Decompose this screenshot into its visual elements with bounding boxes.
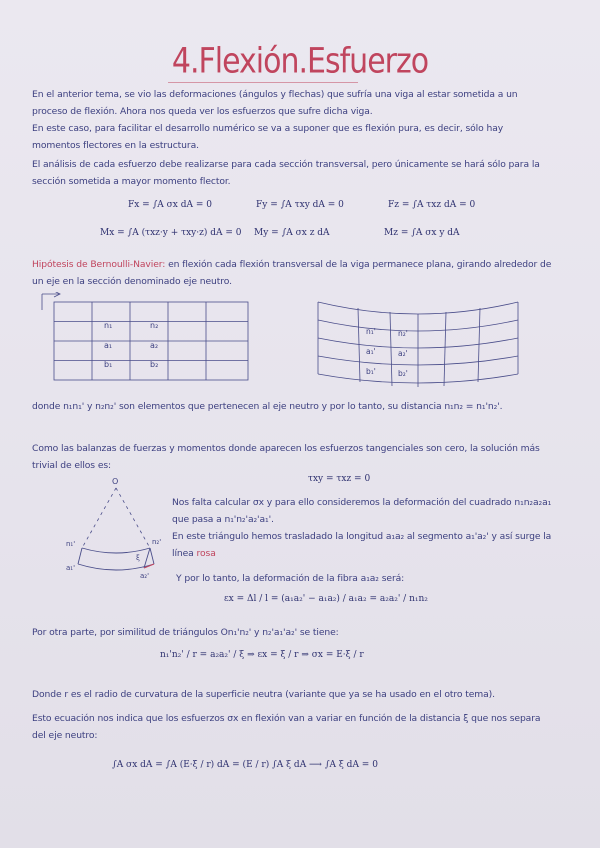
formula-fy: Fy = ∫A τxy dA = 0 (256, 200, 344, 210)
figure-wedge (64, 474, 174, 584)
formula-mz: Mz = ∫A σx y dA (384, 228, 460, 238)
paragraph-similarity: Por otra parte, por similitud de triángulos On₁'n₂' y n₂'a₁'a₂' se tiene: (32, 627, 339, 638)
pink-line-word: rosa (196, 548, 216, 559)
paragraph-triangle (172, 528, 556, 562)
formula-similarity: n₁'n₂' / r = a₂a₂' / ξ ⇒ εx = ξ / r ⇒ σx = E·ξ / r (160, 650, 364, 660)
grid-label-a1: a₁ (104, 341, 113, 350)
wedge-label-a2: a₂' (140, 572, 150, 580)
formula-tau-zero: τxy = τxz = 0 (308, 474, 371, 484)
bernoulli-text: en flexión cada flexión transversal de la viga permanece plana, girando alrededor de un eje en la sección denominado eje neutro. (32, 259, 552, 287)
wedge-label-n2: n₂' (152, 538, 162, 546)
grid-label-n1: n₁ (104, 321, 113, 330)
bent-label-a2: a₂' (398, 349, 408, 358)
formula-strain: εx = Δl / l = (a₁a₂' − a₁a₂) / a₁a₂ = a₂a₂' / n₁n₂ (224, 594, 428, 604)
wedge-label-o: O (112, 477, 119, 486)
bent-label-n1: n₁' (366, 327, 376, 336)
paragraph-bernoulli (32, 256, 554, 290)
paragraph-stress-variation: Esto ecuación nos indica que los esfuerzos σx en flexión van a variar en función de la distancia ξ que nos separa del eje neutro: (32, 713, 541, 741)
wedge-label-a1: a₁' (66, 564, 76, 572)
bent-label-b1: b₁' (366, 367, 376, 376)
formula-integral: ∫A σx dA = ∫A (E·ξ / r) dA = (E / r) ∫A ξ dA ⟶ ∫A ξ dA = 0 (112, 760, 378, 770)
grid-label-a2: a₂ (150, 341, 159, 350)
bent-label-n2: n₂' (398, 329, 408, 338)
figure-undeformed-grid (40, 292, 260, 388)
paragraph-neutral-axis: donde n₁n₁' y n₂n₂' son elementos que pertenecen al eje neutro y por lo tanto, su distancia n₁n₂ = n₁'n₂'. (32, 401, 503, 412)
paragraph-intro: En el anterior tema, se vio las deformaciones (ángulos y flechas) que sufría una viga al estar sometida a un proceso de flexión. Ahora nos queda ver los esfuerzos que sufre dicha viga. (32, 89, 518, 117)
formula-fz: Fz = ∫A τxz dA = 0 (388, 200, 476, 210)
paragraph-deformation: Nos falta calcular σx y para ello consideremos la deformación del cuadrado n₁n₂a₂a₁ que pasa a n₁'n₂'a₂'a₁'. (172, 497, 552, 525)
wedge-label-xi: ξ (136, 554, 140, 562)
bent-label-b2: b₂' (398, 369, 408, 378)
page-title: 4.Flexión.Esfuerzo (171, 41, 429, 82)
grid-label-b1: b₁ (104, 360, 113, 369)
bernoulli-heading: Hipótesis de Bernoulli-Navier: (32, 259, 166, 270)
paragraph-radius: Donde r es el radio de curvatura de la superficie neutra (variante que ya se ha usado en el otro tema). (32, 689, 495, 700)
formula-my: My = ∫A σx z dA (254, 228, 330, 238)
bent-label-a1: a₁' (366, 347, 376, 356)
formula-fx: Fx = ∫A σx dA = 0 (128, 200, 212, 210)
paragraph-pure-bending: En este caso, para facilitar el desarrollo numérico se va a suponer que es flexión pura, es decir, sólo hay momentos flectores en la estructura. (32, 123, 504, 151)
triangle-text: En este triángulo hemos trasladado la longitud a₁a₂ al segmento a₁'a₂' y así surge la línea (172, 531, 552, 559)
formula-mx: Mx = ∫A (τxz·y + τxy·z) dA = 0 (100, 228, 242, 238)
paragraph-analysis: El análisis de cada esfuerzo debe realizarse para cada sección transversal, pero únicamente se hará sólo para la sección sometida a mayor momento flector. (32, 159, 540, 187)
paragraph-tangential: Como las balanzas de fuerzas y momentos donde aparecen los esfuerzos tangenciales son cero, la solución más trivial de ellos es: (32, 443, 540, 471)
wedge-label-n1: n₁' (66, 540, 76, 548)
grid-label-n2: n₂ (150, 321, 159, 330)
figure-bent-grid (314, 296, 524, 396)
grid-label-b2: b₂ (150, 360, 159, 369)
paragraph-fiber-strain: Y por lo tanto, la deformación de la fibra a₁a₂ será: (176, 573, 405, 584)
title-underline (168, 82, 358, 83)
